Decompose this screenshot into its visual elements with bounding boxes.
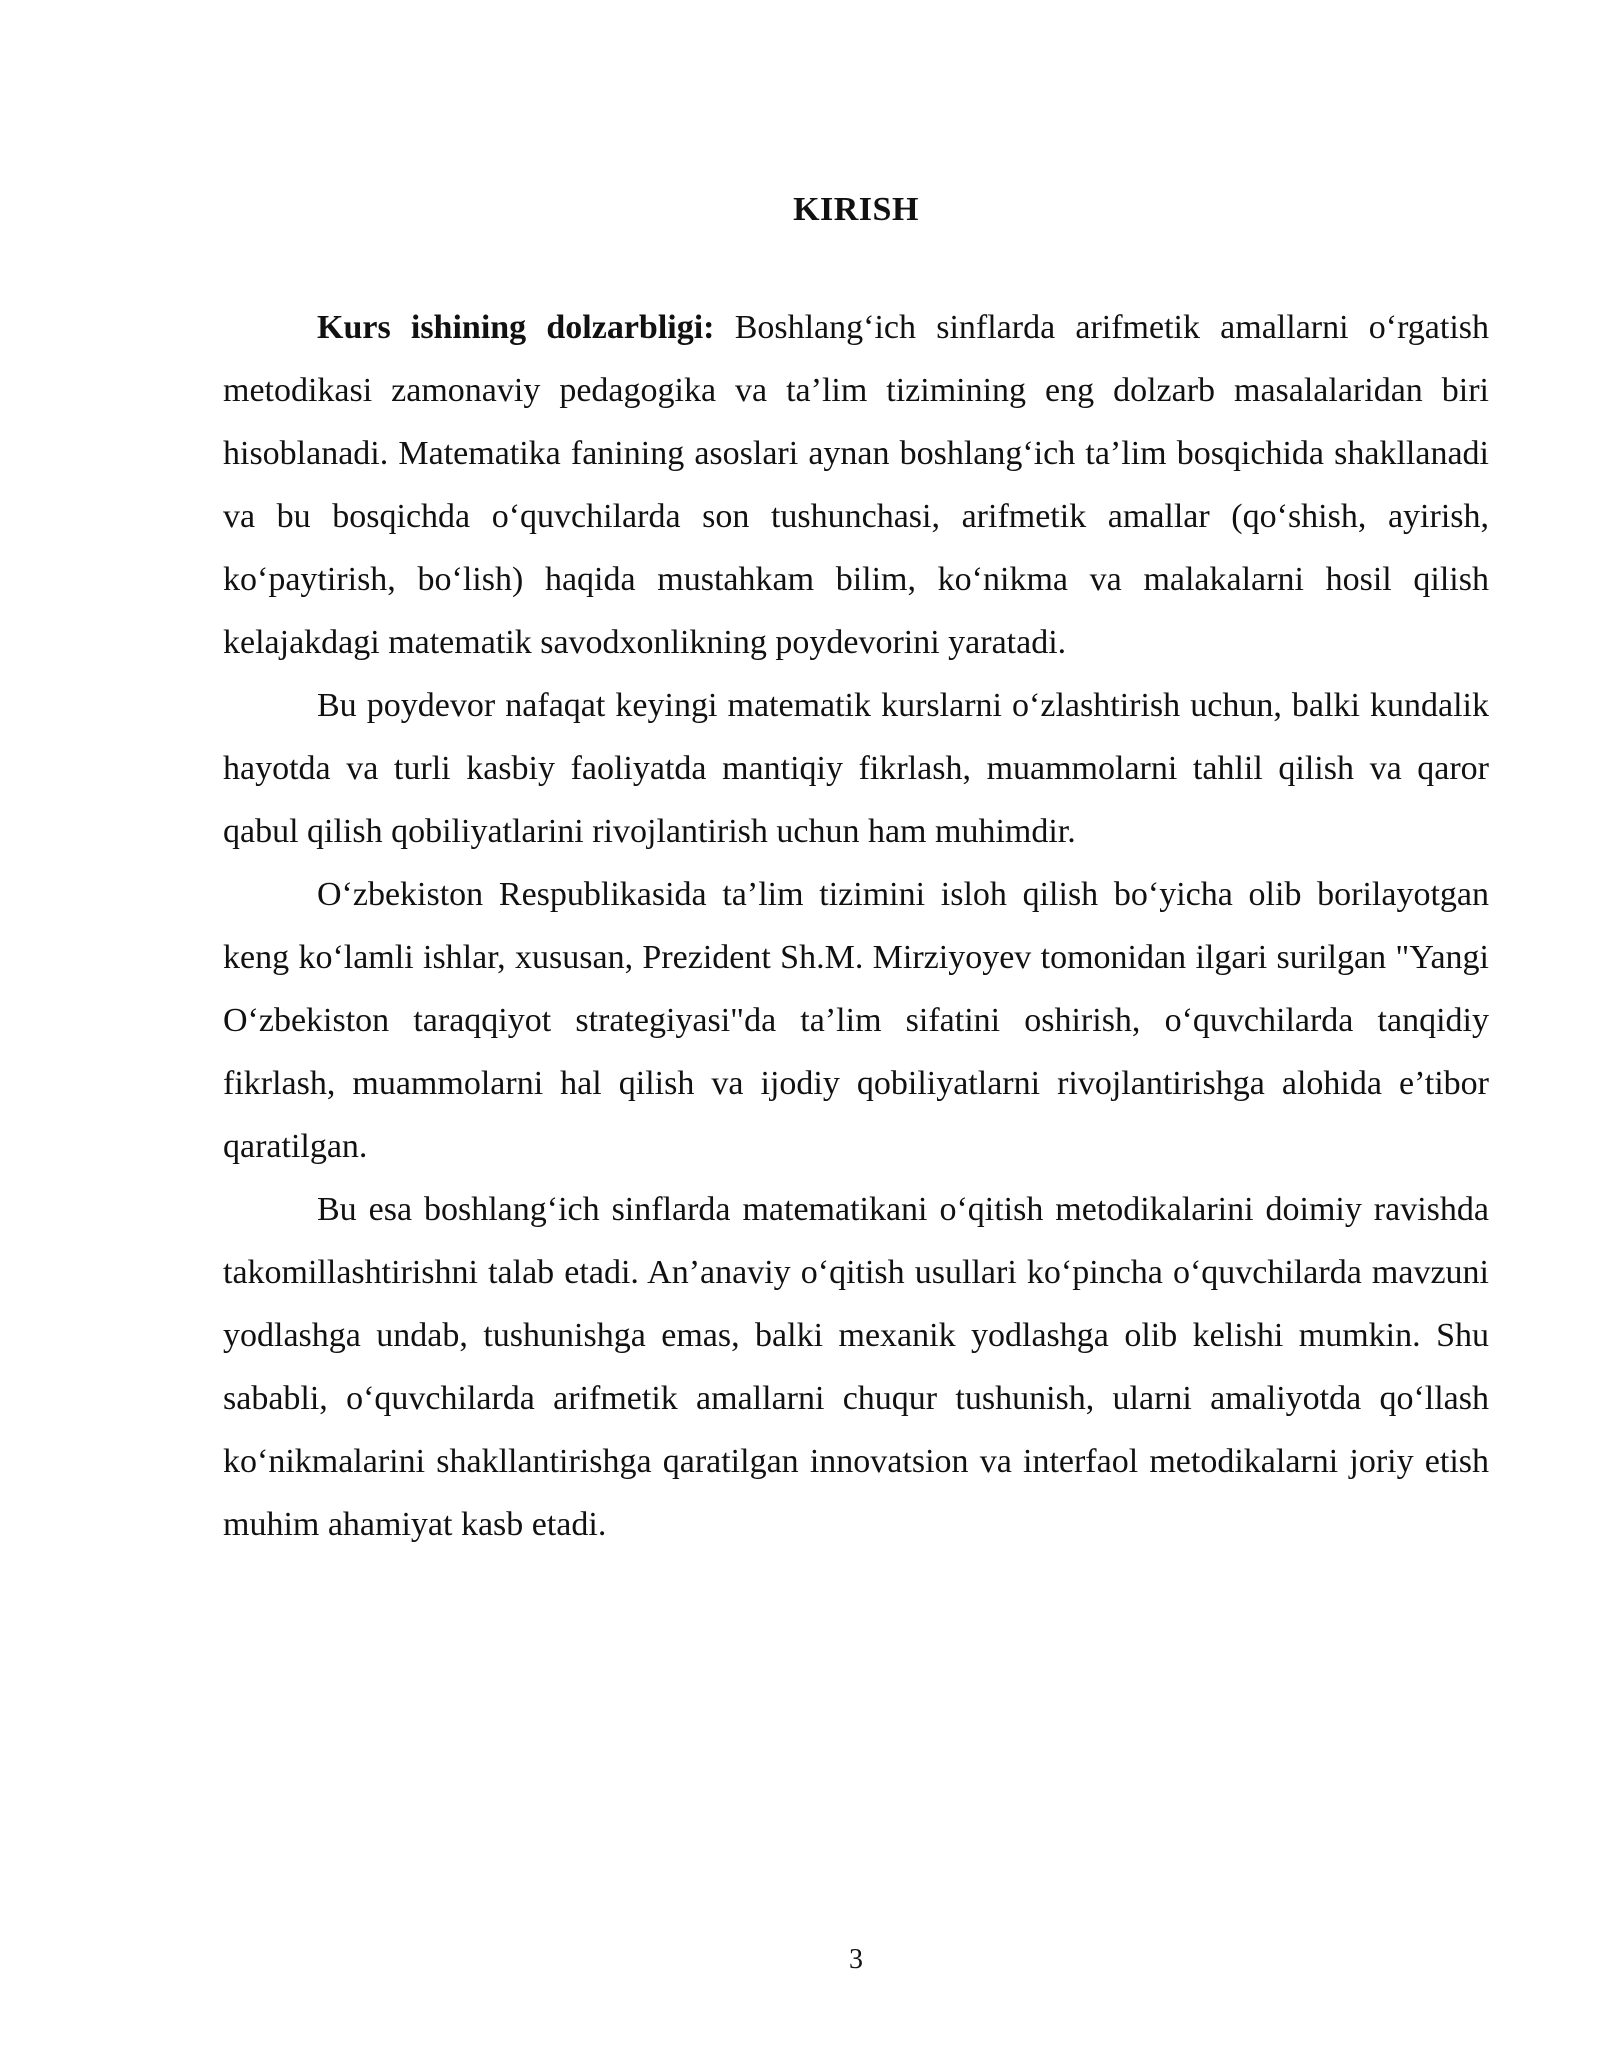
- paragraph: Bu esa boshlang‘ich sinflarda matematikani o‘qitish metodikalarini doimiy ravishda takomillashtirishni talab etadi. An’anaviy o‘qitish usullari ko‘pincha o‘quvchilarda mavzuni yodlashga undab, tushunishga emas, balki mexanik yodlashga olib kelishi mumkin. Shu sababli, o‘quvchilarda arifmetik amallarni chuqur tushunish, ularni amaliyotda qo‘llash ko‘nikmalarini shakllantirishga qaratilgan innovatsion va interfaol metodikalarni joriy etish muhim ahamiyat kasb etadi.: [223, 1191, 1489, 1543]
- paragraph: O‘zbekiston Respublikasida ta’lim tizimini isloh qilish bo‘yicha olib borilayotgan keng ko‘lamli ishlar, xususan, Prezident Sh.M. Mirziyoyev tomonidan ilgari surilgan "Yangi O‘zbekiston taraqqiyot strategiyasi"da ta’lim sifatini oshirish, o‘quvchilarda tanqidiy fikrlash, muammolarni hal qilish va ijodiy qobiliyatlarni rivojlantirishga alohida e’tibor qaratilgan.: [223, 876, 1489, 1165]
- document-body: [223, 296, 1489, 1556]
- paragraph-text: Boshlang‘ich sinflarda arifmetik amallarni o‘rgatish metodikasi zamonaviy pedagogika va ta’lim tizimining eng dolzarb masalalaridan biri hisoblanadi. Matematika fanining asoslari aynan boshlang‘ich ta’lim bosqichida shakllanadi va bu bosqichda o‘quvchilarda son tushunchasi, arifmetik amallar (qo‘shish, ayirish, ko‘paytirish, bo‘lish) haqida mustahkam bilim, ko‘nikma va malakalarni hosil qilish kelajakdagi matematik savodxonlikning poydevorini yaratadi.: [223, 309, 1489, 661]
- paragraph-lead: Kurs ishining dolzarbligi:: [317, 309, 715, 346]
- page-title: KIRISH: [793, 191, 919, 228]
- paragraph-relevance: [223, 296, 1489, 674]
- page-number: 3: [849, 1944, 863, 1975]
- paragraph: Bu poydevor nafaqat keyingi matematik kurslarni o‘zlashtirish uchun, balki kundalik hayotda va turli kasbiy faoliyatda mantiqiy fikrlash, muammolarni tahlil qilish va qaror qabul qilish qobiliyatlarini rivojlantirish uchun ham muhimdir.: [223, 687, 1489, 850]
